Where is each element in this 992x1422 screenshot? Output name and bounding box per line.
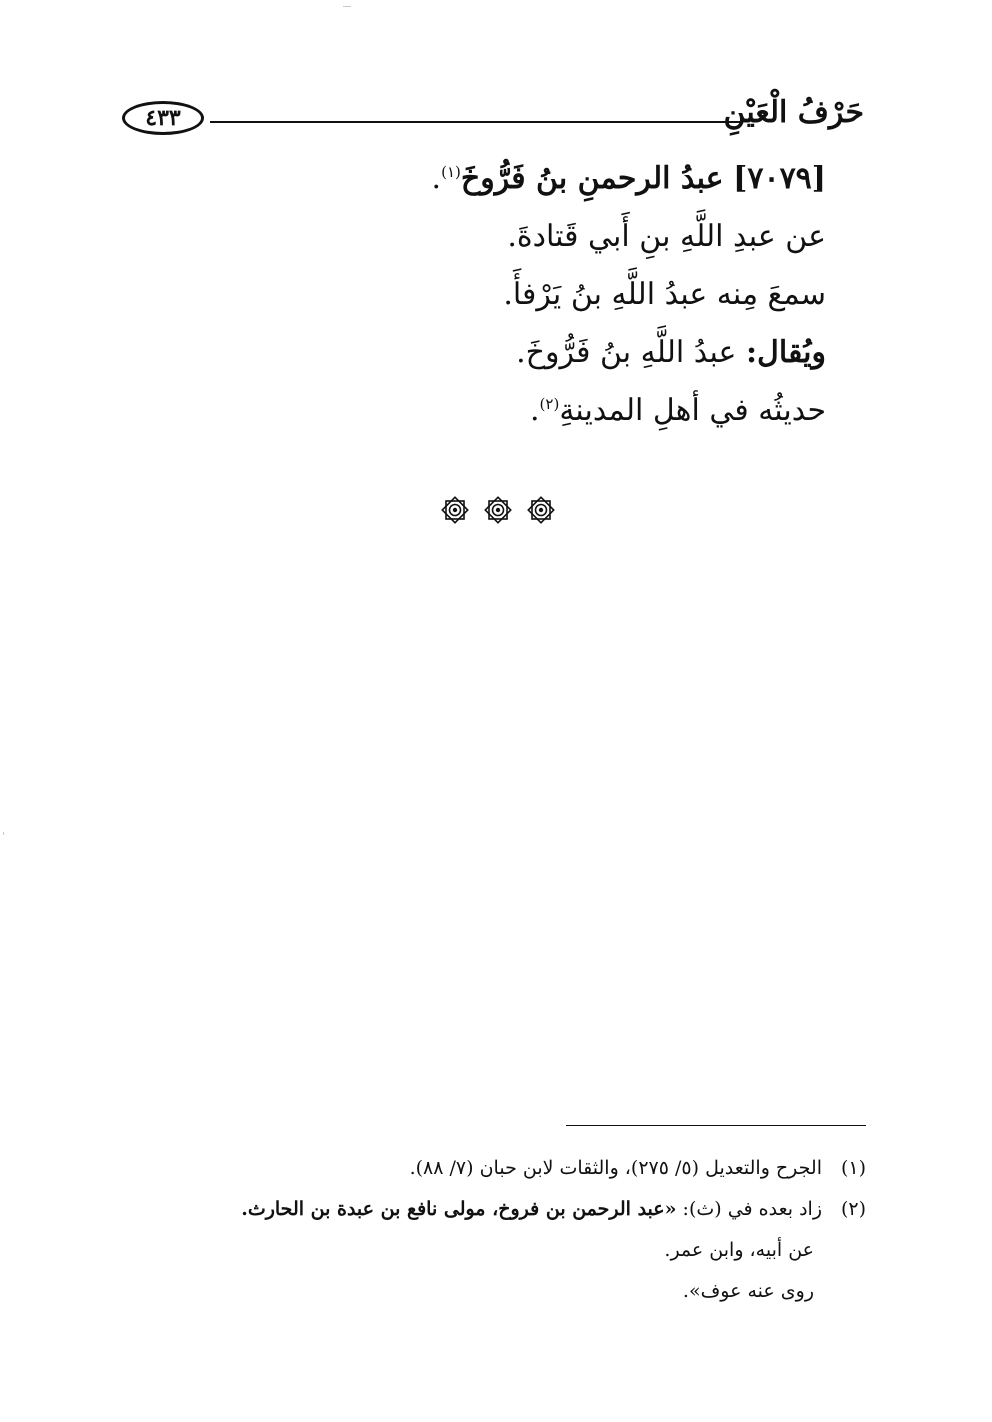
- chapter-title: حَرْفُ الْعَيْنِ: [723, 95, 864, 130]
- scan-mark: [343, 6, 351, 7]
- hadith-text: حديثُه في أهلِ المدينةِ: [559, 393, 826, 428]
- scan-mark: [3, 832, 4, 835]
- entry-line-heard-by: سمعَ مِنه عبدُ اللَّهِ بنُ يَرْفأَ.: [503, 277, 826, 312]
- footnote-number: (٢): [840, 1198, 866, 1220]
- biography-entry: [146, 150, 826, 440]
- rosette-icon: [483, 495, 513, 525]
- entry-heading: [146, 150, 826, 208]
- rosette-icon: [526, 495, 556, 525]
- footnote-2: [226, 1189, 866, 1230]
- entry-heading-end: .: [431, 161, 442, 196]
- footnote-ref-2[interactable]: (٢): [539, 395, 560, 413]
- page-number-text: ٤٣٣: [145, 105, 181, 131]
- footnote-number: (١): [840, 1157, 866, 1179]
- footnote-text: الجرح والتعديل (٥/ ٢٧٥)، والثقات لابن حبان (٧/ ٨٨).: [409, 1157, 822, 1179]
- entry-name: عبدُ الرحمنِ بنُ فَرُّوخَ: [460, 161, 724, 196]
- footnote-2-line-2: عن أبيه، وابن عمر.: [664, 1239, 814, 1261]
- entry-line-narrated-from: عن عبدِ اللَّهِ بنِ أَبي قَتادةَ.: [507, 219, 826, 254]
- header-rule: [210, 121, 740, 123]
- also-called-label: ويُقال:: [745, 335, 826, 370]
- page-number: [122, 101, 204, 135]
- footnote-ref-1[interactable]: (١): [441, 163, 461, 181]
- entry-line-also-called: [146, 324, 826, 382]
- footnote-2-line-3: روى عنه عوف».: [682, 1280, 814, 1302]
- entry-number: [٧٠٧٩]: [733, 161, 826, 196]
- also-called-value: عبدُ اللَّهِ بنُ فَرُّوخَ.: [516, 335, 737, 370]
- footnote-separator: [566, 1125, 866, 1126]
- footnote-quote: «عبد الرحمن بن فروخ، مولى نافع بن عبدة بن الحارث.: [241, 1198, 677, 1220]
- rosette-icon: [440, 495, 470, 525]
- footnote-prefix: زاد بعده في (ث):: [682, 1198, 822, 1220]
- footnotes: [226, 1148, 866, 1312]
- hadith-end: .: [530, 393, 540, 428]
- footnote-1: [226, 1148, 866, 1189]
- entry-line-hadith: [146, 382, 826, 440]
- section-divider: [440, 493, 556, 527]
